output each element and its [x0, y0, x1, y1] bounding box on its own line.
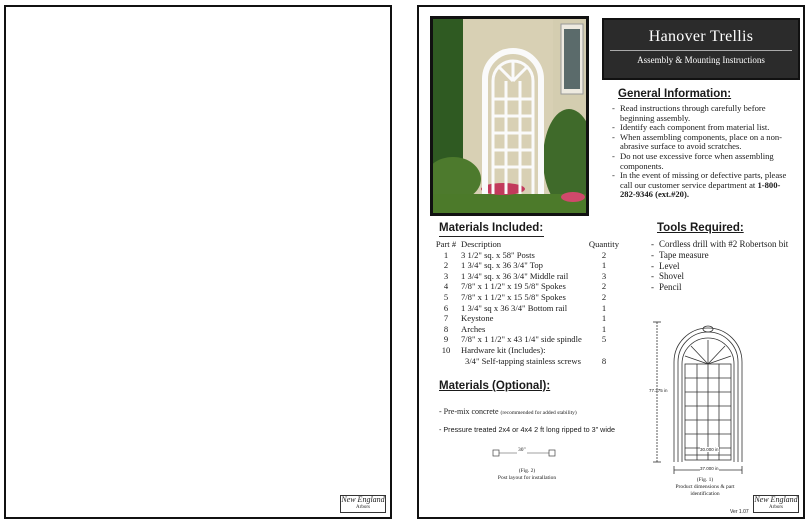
cell-num: 7: [443, 313, 449, 324]
table-header: [431, 239, 619, 250]
optional-item1: - Pre-mix concrete: [439, 407, 499, 416]
cell-desc: 7/8" x 1 1/2" x 15 5/8" Spokes: [461, 291, 566, 302]
cell-qty: 1: [601, 260, 607, 271]
table-row: [431, 250, 619, 261]
general-item-text: In the event of missing or defective parts, please call our customer service department at: [620, 170, 787, 190]
cell-num: 10: [441, 344, 451, 355]
cell-num: 3: [443, 270, 449, 281]
cell-num: 1: [443, 249, 449, 260]
tool-item: - Cordless drill with #2 Robertson bit: [651, 239, 801, 250]
cell-desc: 7/8" x 1 1/2" x 19 5/8" Spokes: [461, 281, 566, 292]
optional-item1-note: (recommended for added stability): [500, 410, 577, 416]
cell-desc: 3 1/2" sq. x 58" Posts: [461, 249, 535, 260]
cell-qty: 1: [601, 313, 607, 324]
logo-line2: Arbors: [356, 505, 370, 510]
cell-qty: 1: [601, 302, 607, 313]
product-subtitle: Assembly & Mounting Instructions: [637, 55, 765, 65]
cell-num: [431, 356, 461, 367]
brand-logo: [753, 495, 799, 513]
optional-list: [439, 407, 619, 434]
general-item: [612, 171, 792, 200]
table-row: [431, 345, 619, 356]
cell-desc: 1 3/4" sq. x 36 3/4" Middle rail: [461, 270, 569, 281]
cell-desc: Arches: [461, 323, 486, 334]
fig1-label: (Fig. 1): [696, 477, 714, 483]
table-row: [431, 292, 619, 303]
brand-logo: [340, 495, 386, 513]
tool-item: - Pencil: [651, 282, 801, 293]
table-row: [431, 356, 619, 367]
post-layout-diagram: [487, 447, 567, 459]
cell-qty: 5: [601, 334, 607, 345]
fig1-inner-width: 30.000 in: [700, 447, 719, 452]
tool-item: - Tape measure: [651, 250, 801, 261]
table-row: [431, 324, 619, 335]
table-row: [431, 260, 619, 271]
optional-item2: - Pressure treated 2x4 or 4x4 2 ft long ripped to 3" wide: [439, 424, 615, 434]
materials-heading: Materials Included:: [439, 222, 544, 234]
table-row: [431, 271, 619, 282]
optional-item: [439, 407, 619, 419]
col-quantity: Quantity: [588, 239, 619, 249]
cell-desc: 1 3/4" sq x 36 3/4" Bottom rail: [461, 302, 568, 313]
figure-1-caption: [665, 477, 745, 498]
general-heading: General Information:: [618, 88, 732, 100]
figure-2: [487, 447, 567, 482]
cell-qty: 2: [601, 249, 607, 260]
cell-num: 5: [443, 291, 449, 302]
cell-num: 4: [443, 281, 449, 292]
cell-qty: [589, 345, 619, 356]
cell-desc: 1 3/4" sq. x 36 3/4" Top: [461, 260, 543, 271]
cell-qty: 2: [601, 291, 607, 302]
cell-desc: 3/4" Self-tapping stainless screws: [465, 355, 581, 366]
general-item: - Read instructions through carefully before beginning assembly.: [612, 104, 792, 123]
table-row: [431, 313, 619, 324]
tool-item: - Level: [651, 261, 801, 272]
cell-qty: 8: [601, 355, 607, 366]
general-item: - Identify each component from material list.: [612, 123, 792, 133]
cell-qty: 2: [601, 281, 607, 292]
cell-num: 6: [443, 302, 449, 313]
right-page: [417, 5, 805, 519]
optional-heading: Materials (Optional):: [439, 380, 551, 392]
trellis-dimension-diagram: [649, 312, 769, 482]
logo-line2: Arbors: [769, 505, 783, 510]
fig1-outer-width: 37.000 in: [700, 466, 719, 471]
phone-number: 1-800-282-9346 (ext.#20).: [620, 179, 781, 200]
cell-desc: Keystone: [461, 313, 494, 324]
general-list: [612, 104, 792, 200]
cell-qty: 1: [601, 323, 607, 334]
tool-item: - Shovel: [651, 271, 801, 282]
cell-num: 8: [443, 323, 449, 334]
version-label: Ver 1.07: [730, 509, 749, 515]
logo-line1: New England: [341, 495, 385, 504]
title-box: [602, 18, 800, 80]
fig2-dimension: 30": [518, 447, 526, 453]
cell-desc: Hardware kit (Includes):: [461, 344, 546, 355]
col-part: Part #: [435, 239, 457, 249]
table-row: [431, 334, 619, 345]
table-row: [431, 303, 619, 314]
col-description: Description: [461, 239, 502, 249]
materials-table: [431, 239, 619, 366]
logo-line1: New England: [754, 495, 798, 504]
product-photo: [430, 16, 589, 216]
cell-desc: 7/8" x 1 1/2" x 43 1/4" side spindle: [461, 334, 582, 345]
cell-qty: 3: [601, 270, 607, 281]
table-row: [431, 281, 619, 292]
fig1-height: 77.375 in: [649, 388, 668, 393]
product-title: Hanover Trellis: [648, 28, 754, 45]
general-item: - Do not use excessive force when assembling components.: [612, 152, 792, 171]
left-page: [4, 5, 392, 519]
fig2-caption: Post layout for installation: [497, 475, 557, 481]
tools-heading: Tools Required:: [657, 222, 744, 234]
cell-num: 2: [443, 260, 449, 271]
trellis-photo-image: [433, 19, 586, 213]
fig1-caption: Product dimensions & part identification: [675, 484, 735, 497]
fig2-label: (Fig. 2): [518, 468, 536, 474]
cell-num: 9: [443, 334, 449, 345]
tools-list: [651, 239, 801, 293]
general-item: - When assembling components, place on a non-abrasive surface to avoid scratches.: [612, 133, 792, 152]
